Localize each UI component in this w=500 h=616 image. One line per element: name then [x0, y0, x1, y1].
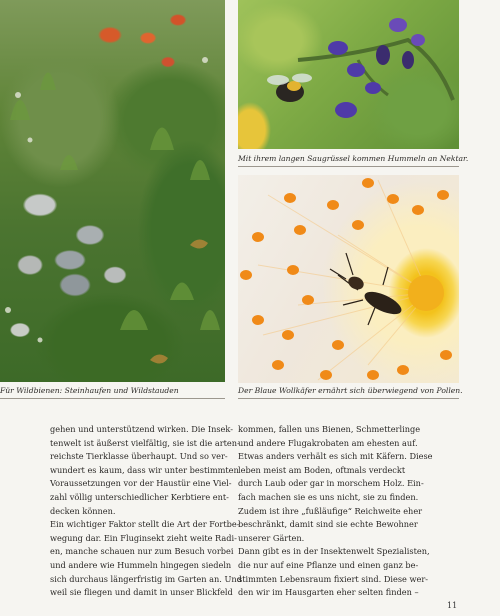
- text-line: unserer Gärten.: [238, 532, 305, 543]
- text-line: und andere wie Hummeln hingegen siedeln: [50, 559, 232, 570]
- flower-photo-caption: Der Blaue Wollkäfer ernährt sich überwiegend von Pollen.: [238, 386, 463, 395]
- flower-photo: [238, 175, 459, 383]
- text-line: Voraussetzungen vor der Haustür eine Viel-: [50, 478, 232, 489]
- text-line: leben meist am Boden, oftmals verdeckt: [238, 464, 406, 475]
- page-number: 11: [447, 601, 458, 610]
- text-line: tenwelt ist äußerst vielfältig, sie ist die arten-: [50, 437, 240, 448]
- text-line: wegung dar. Ein Fluginsekt zieht weite Radi-: [50, 532, 237, 543]
- text-line: weil sie fliegen und damit in unser Blickfeld: [50, 587, 233, 598]
- caption-divider: [0, 398, 225, 399]
- text-line: kommen, fallen uns Bienen, Schmetterlinge: [238, 424, 421, 434]
- text-line: beschränkt, damit sind sie echte Bewohner: [238, 519, 418, 530]
- text-line: wundert es kaum, dass wir unter bestimmten: [50, 464, 239, 475]
- garden-photo-art: [0, 0, 225, 382]
- caption-divider: [238, 398, 459, 399]
- text-line: Zudem ist ihre „fußläufige“ Reichweite eher: [238, 505, 423, 516]
- text-line: stimmten Lebensraum fixiert sind. Diese wer-: [238, 573, 429, 584]
- text-line: zahl völlig unterschiedlicher Kerbtiere ent-: [50, 491, 229, 502]
- text-line: und andere Flugakrobaten am ehesten auf.: [238, 437, 418, 448]
- body-column-right: [238, 423, 433, 600]
- text-line: Dann gibt es in der Insektenwelt Spezialisten,: [238, 546, 430, 557]
- garden-photo-caption: Für Wildbienen: Steinhaufen und Wildstauden: [0, 386, 179, 395]
- text-line: Ein wichtiger Faktor stellt die Art der Fortbe-: [50, 519, 240, 530]
- text-line: fach machen sie es uns nicht, sie zu finden.: [238, 491, 419, 502]
- bee-photo-art: [238, 0, 459, 149]
- caption-divider: [238, 166, 459, 167]
- text-line: reichste Tierklasse überhaupt. Und so ver-: [50, 451, 228, 462]
- text-line: durch Laub oder gar in morschem Holz. Ein-: [238, 478, 424, 489]
- text-line: decken können.: [50, 505, 116, 516]
- text-line: Etwas anders verhält es sich mit Käfern. Diese: [238, 451, 433, 462]
- bee-photo-caption: Mit ihrem langen Saugrüssel kommen Hummeln an Nektar.: [238, 154, 469, 163]
- text-line: sich durchaus längerfristig im Garten an. Und: [50, 573, 242, 584]
- text-line: den wir im Hausgarten eher selten finden –: [238, 587, 419, 598]
- garden-photo: [0, 0, 225, 382]
- body-column-left: [50, 423, 242, 600]
- flower-photo-art: [238, 175, 459, 383]
- text-line: gehen und unterstützend wirken. Die Insek-: [50, 424, 233, 434]
- text-line: en, manche schauen nur zum Besuch vorbei: [50, 546, 234, 557]
- bee-photo: [238, 0, 459, 149]
- text-line: die nur auf eine Pflanze und einen ganz be-: [238, 559, 419, 570]
